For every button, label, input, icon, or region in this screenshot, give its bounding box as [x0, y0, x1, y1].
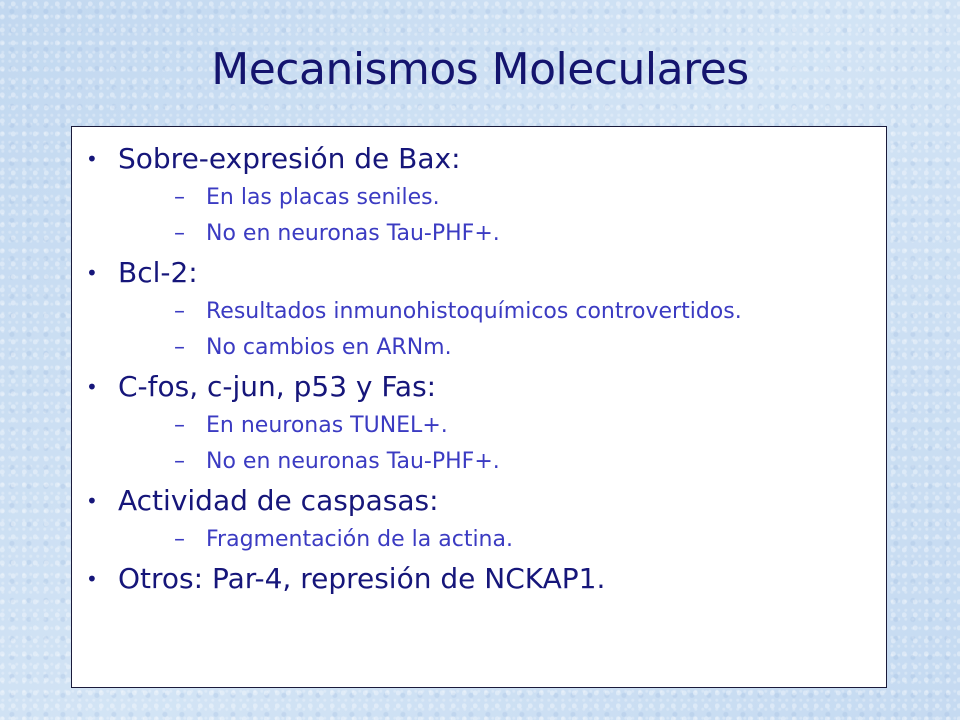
sub-item — [118, 411, 886, 441]
sub-text: No cambios en ARNm. — [206, 335, 452, 360]
bullet-text: Bcl-2: — [118, 256, 198, 289]
bullet-text: Otros: Par-4, represión de NCKAP1. — [118, 562, 606, 595]
sub-text: No en neuronas Tau-PHF+. — [206, 221, 500, 246]
bullet-item — [72, 255, 886, 363]
content-box — [71, 126, 887, 688]
bullet-text: Actividad de caspasas: — [118, 484, 439, 517]
sub-text: En las placas seniles. — [206, 185, 440, 210]
sub-marker: – — [174, 527, 185, 552]
bullet-marker: • — [86, 375, 98, 399]
sub-item — [118, 219, 886, 249]
sub-list — [118, 183, 886, 249]
sub-marker: – — [174, 413, 185, 438]
bullet-list — [72, 127, 886, 597]
bullet-marker: • — [86, 147, 98, 171]
sub-marker: – — [174, 299, 185, 324]
sub-text: Fragmentación de la actina. — [206, 527, 513, 552]
sub-item — [118, 333, 886, 363]
slide-title: Mecanismos Moleculares — [211, 44, 749, 95]
sub-text: No en neuronas Tau-PHF+. — [206, 449, 500, 474]
sub-item — [118, 297, 886, 327]
sub-marker: – — [174, 449, 185, 474]
sub-item — [118, 183, 886, 213]
bullet-marker: • — [86, 567, 98, 591]
bullet-item — [72, 483, 886, 555]
bullet-item — [72, 141, 886, 249]
sub-marker: – — [174, 335, 185, 360]
sub-text: En neuronas TUNEL+. — [206, 413, 448, 438]
sub-list — [118, 297, 886, 363]
bullet-item — [72, 369, 886, 477]
sub-marker: – — [174, 221, 185, 246]
sub-marker: – — [174, 185, 185, 210]
bullet-marker: • — [86, 261, 98, 285]
bullet-marker: • — [86, 489, 98, 513]
sub-item — [118, 525, 886, 555]
bullet-item — [72, 561, 886, 597]
bullet-text: Sobre-expresión de Bax: — [118, 142, 461, 175]
sub-list — [118, 411, 886, 477]
sub-item — [118, 447, 886, 477]
bullet-text: C-fos, c-jun, p53 y Fas: — [118, 370, 437, 403]
sub-list — [118, 525, 886, 555]
sub-text: Resultados inmunohistoquímicos controvertidos. — [206, 299, 742, 324]
